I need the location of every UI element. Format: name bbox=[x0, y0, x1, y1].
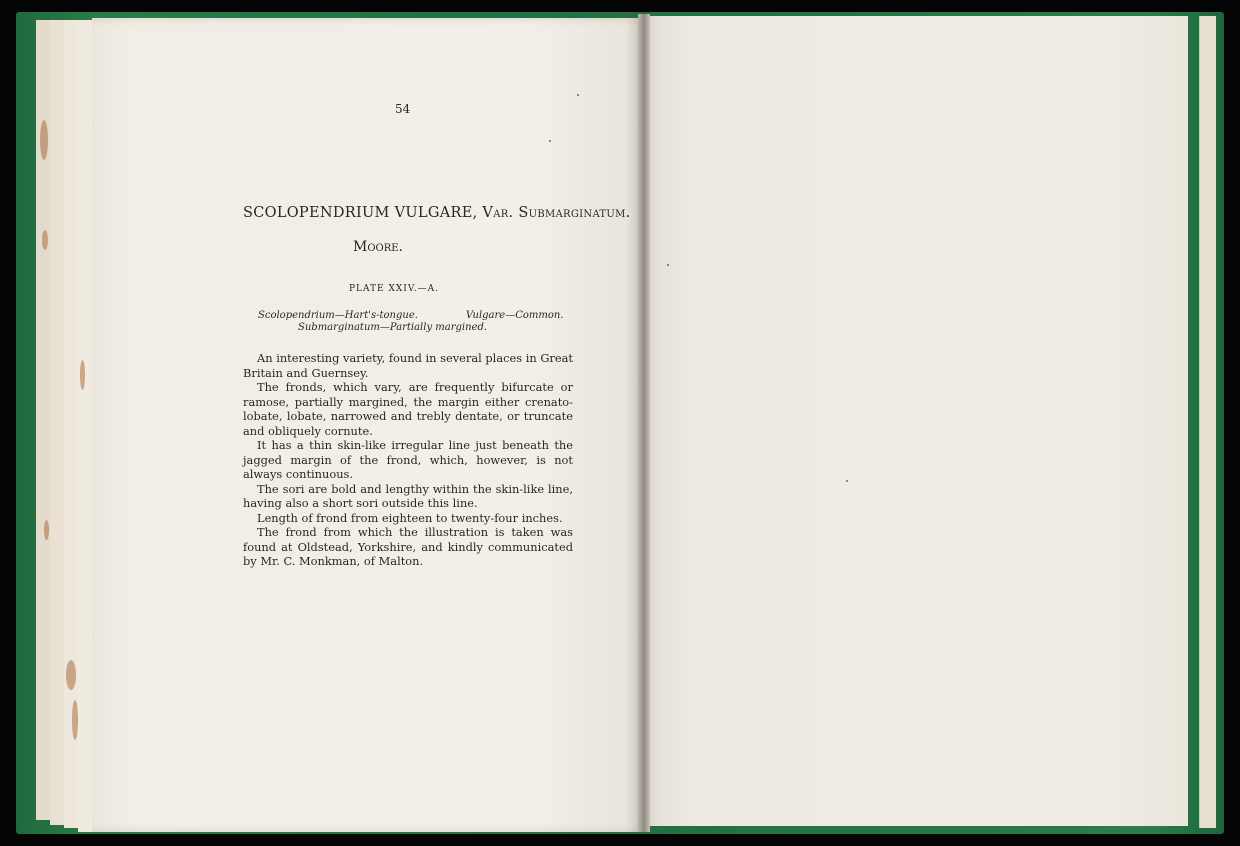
foxing-stain bbox=[80, 360, 85, 390]
title-species: SCOLOPENDRIUM VULGARE, bbox=[243, 205, 478, 221]
etymology-line-1 bbox=[258, 310, 563, 321]
foxing-stain bbox=[40, 120, 48, 160]
paragraph: An interesting variety, found in several places in Great Britain and Guernsey. bbox=[243, 351, 573, 380]
paragraph: The frond from which the illustration is taken was found at Oldstead, Yorkshire, and kindly communicated by Mr. C. Monkman, of Malton. bbox=[243, 525, 573, 568]
page-number: 54 bbox=[395, 102, 411, 116]
paragraph: The fronds, which vary, are frequently bifurcate or ramose, partially margined, the margin either crenato-lobate, lobate, narrowed and trebly dentate, or truncate and obliquely cornute. bbox=[243, 380, 573, 438]
foxing-stain bbox=[66, 660, 76, 690]
right-page-edge bbox=[1199, 16, 1216, 828]
page-title bbox=[243, 205, 631, 221]
description-body bbox=[243, 351, 573, 569]
paper-speck bbox=[549, 140, 551, 142]
etymology-variety: Submarginatum—Partially margined. bbox=[298, 322, 488, 333]
etymology-genus: Scolopendrium—Hart's-tongue. bbox=[258, 310, 418, 321]
book-gutter bbox=[638, 14, 650, 832]
paper-speck bbox=[846, 480, 848, 482]
plate-reference: PLATE XXIV.—A. bbox=[349, 284, 439, 294]
right-page-blank bbox=[644, 16, 1188, 826]
foxing-stain bbox=[42, 230, 48, 250]
etymology-line-2 bbox=[298, 322, 487, 333]
paper-speck bbox=[577, 94, 579, 96]
paragraph: Length of frond from eighteen to twenty-four inches. bbox=[257, 510, 563, 525]
paragraph: It has a thin skin-like irregular line just beneath the jagged margin of the frond, which, however, is not always continuous. bbox=[243, 438, 573, 481]
etymology-species: Vulgare—Common. bbox=[465, 310, 564, 321]
paragraph: The sori are bold and lengthy within the skin-like line, having also a short sori outside this line. bbox=[243, 481, 573, 510]
author-name: Moore. bbox=[353, 239, 404, 255]
foxing-stain bbox=[72, 700, 78, 740]
paper-speck bbox=[667, 264, 669, 266]
foxing-stain bbox=[44, 520, 49, 540]
title-variety: Var. Submarginatum. bbox=[482, 205, 631, 221]
